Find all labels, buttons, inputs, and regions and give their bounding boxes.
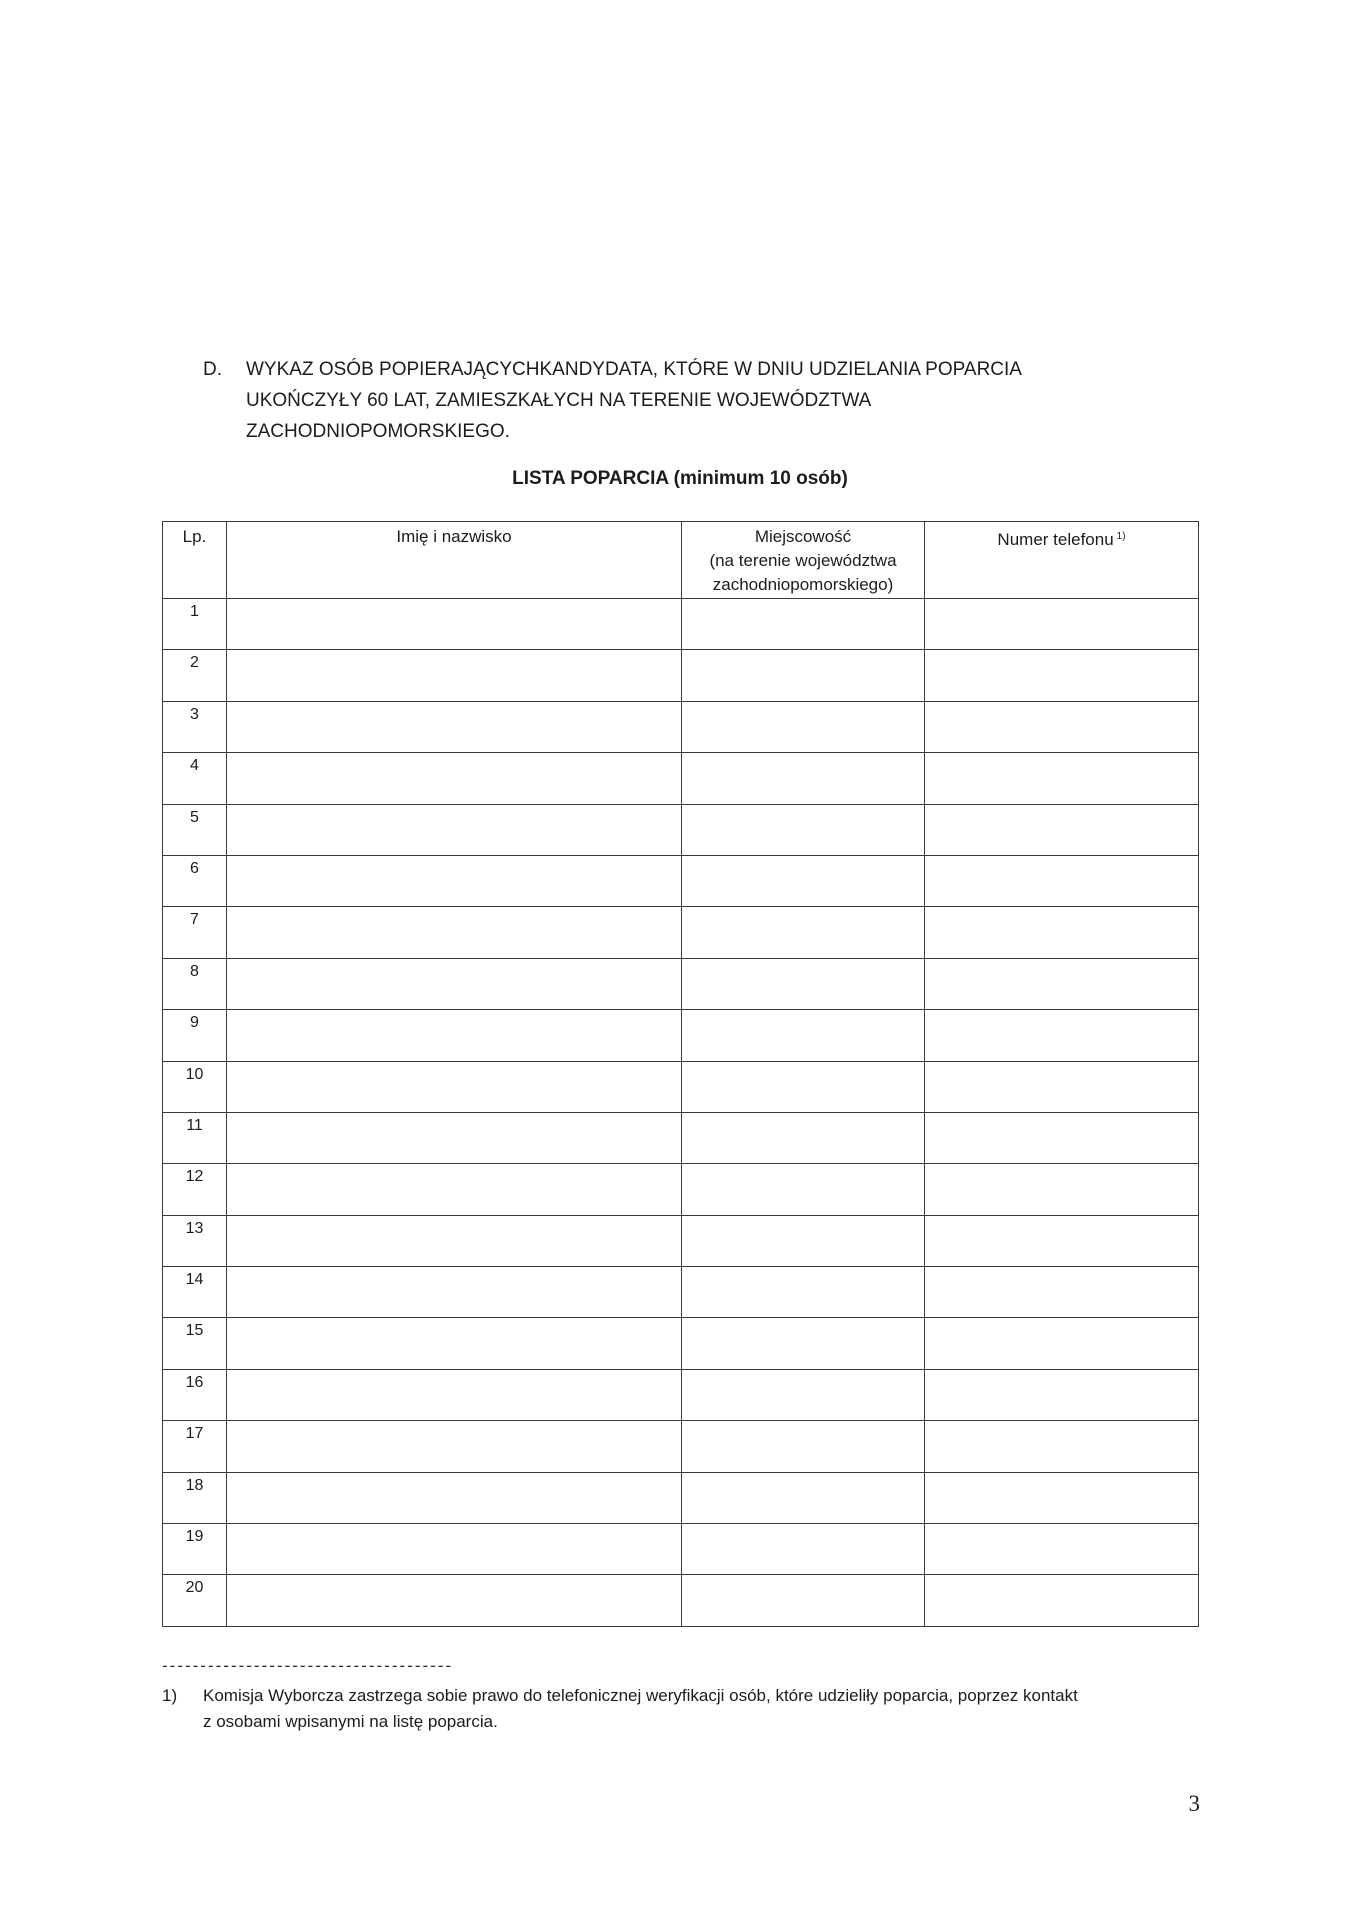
phone-cell — [925, 1575, 1199, 1626]
table-row — [163, 1575, 1199, 1626]
phone-cell — [925, 1112, 1199, 1163]
column-header-place — [682, 522, 925, 599]
support-list-table — [162, 521, 1199, 1627]
footnote-separator: -------------------------------------- — [162, 1656, 454, 1675]
row-number: 18 — [163, 1472, 227, 1523]
row-number: 16 — [163, 1369, 227, 1420]
table-row — [163, 804, 1199, 855]
table-row — [163, 1369, 1199, 1420]
name-cell — [227, 650, 682, 701]
section-text — [246, 354, 1022, 447]
table-row — [163, 599, 1199, 650]
table-row — [163, 1215, 1199, 1266]
footnote-text — [203, 1683, 1078, 1735]
row-number: 7 — [163, 907, 227, 958]
place-cell — [682, 1369, 925, 1420]
page-number: 3 — [1188, 1791, 1200, 1816]
place-cell — [682, 855, 925, 906]
name-cell — [227, 1061, 682, 1112]
phone-cell — [925, 1061, 1199, 1112]
table-header — [163, 522, 1199, 599]
place-cell — [682, 1164, 925, 1215]
place-cell — [682, 650, 925, 701]
row-number: 3 — [163, 701, 227, 752]
place-cell — [682, 1472, 925, 1523]
name-cell — [227, 1010, 682, 1061]
table-body — [163, 599, 1199, 1627]
table-row — [163, 907, 1199, 958]
row-number: 1 — [163, 599, 227, 650]
phone-cell — [925, 958, 1199, 1009]
table-row — [163, 1164, 1199, 1215]
phone-cell — [925, 1010, 1199, 1061]
footnote-marker: 1) — [162, 1686, 178, 1705]
column-sublabel: zachodniopomorskiego) — [712, 575, 894, 594]
phone-cell — [925, 907, 1199, 958]
place-cell — [682, 1524, 925, 1575]
name-cell — [227, 1215, 682, 1266]
table-row — [163, 1524, 1199, 1575]
column-label: Lp. — [182, 527, 207, 546]
place-cell — [682, 1421, 925, 1472]
place-cell — [682, 701, 925, 752]
name-cell — [227, 1575, 682, 1626]
phone-cell — [925, 1421, 1199, 1472]
phone-cell — [925, 599, 1199, 650]
name-cell — [227, 1164, 682, 1215]
name-cell — [227, 701, 682, 752]
place-cell — [682, 907, 925, 958]
row-number: 6 — [163, 855, 227, 906]
name-cell — [227, 1318, 682, 1369]
row-number: 17 — [163, 1421, 227, 1472]
place-cell — [682, 1318, 925, 1369]
name-cell — [227, 753, 682, 804]
name-cell — [227, 855, 682, 906]
list-title: LISTA POPARCIA (minimum 10 osób) — [512, 468, 848, 489]
row-number: 19 — [163, 1524, 227, 1575]
column-header-lp — [163, 522, 227, 599]
section-letter: D. — [203, 359, 222, 380]
name-cell — [227, 804, 682, 855]
place-cell — [682, 1061, 925, 1112]
phone-cell — [925, 650, 1199, 701]
phone-cell — [925, 804, 1199, 855]
place-cell — [682, 958, 925, 1009]
table-row — [163, 1112, 1199, 1163]
table-header-row — [163, 522, 1199, 599]
place-cell — [682, 1010, 925, 1061]
table-row — [163, 1421, 1199, 1472]
row-number: 13 — [163, 1215, 227, 1266]
table-row — [163, 1472, 1199, 1523]
table-row — [163, 753, 1199, 804]
table-row — [163, 958, 1199, 1009]
phone-cell — [925, 1267, 1199, 1318]
phone-cell — [925, 1472, 1199, 1523]
phone-cell — [925, 701, 1199, 752]
place-cell — [682, 804, 925, 855]
phone-cell — [925, 1215, 1199, 1266]
table-row — [163, 1010, 1199, 1061]
name-cell — [227, 599, 682, 650]
table-row — [163, 855, 1199, 906]
name-cell — [227, 907, 682, 958]
place-cell — [682, 599, 925, 650]
name-cell — [227, 1267, 682, 1318]
column-header-name — [227, 522, 682, 599]
table-row — [163, 1061, 1199, 1112]
footnote-reference: 1) — [1116, 531, 1126, 542]
name-cell — [227, 1369, 682, 1420]
place-cell — [682, 1267, 925, 1318]
table-row — [163, 1267, 1199, 1318]
row-number: 8 — [163, 958, 227, 1009]
name-cell — [227, 1524, 682, 1575]
row-number: 9 — [163, 1010, 227, 1061]
phone-cell — [925, 753, 1199, 804]
section-line: UKOŃCZYŁY 60 LAT, ZAMIESZKAŁYCH NA TERENIE WOJEWÓDZTWA — [246, 390, 872, 411]
phone-cell — [925, 1524, 1199, 1575]
place-cell — [682, 1575, 925, 1626]
footnote-line: Komisja Wyborcza zastrzega sobie prawo do telefonicznej weryfikacji osób, które udzieliły poparcia, poprzez kontakt — [203, 1686, 1078, 1705]
column-label: Miejscowość — [754, 527, 852, 546]
name-cell — [227, 1112, 682, 1163]
row-number: 2 — [163, 650, 227, 701]
row-number: 12 — [163, 1164, 227, 1215]
phone-cell — [925, 1318, 1199, 1369]
footnote-line: z osobami wpisanymi na listę poparcia. — [203, 1712, 498, 1731]
table-row — [163, 1318, 1199, 1369]
row-number: 5 — [163, 804, 227, 855]
section-line: ZACHODNIOPOMORSKIEGO. — [246, 421, 510, 442]
column-label: Imię i nazwisko — [396, 527, 512, 546]
section-line: WYKAZ OSÓB POPIERAJĄCYCHKANDYDATA, KTÓRE W DNIU UDZIELANIA POPARCIA — [246, 359, 1022, 380]
row-number: 14 — [163, 1267, 227, 1318]
table-row — [163, 650, 1199, 701]
row-number: 15 — [163, 1318, 227, 1369]
place-cell — [682, 1215, 925, 1266]
phone-cell — [925, 1164, 1199, 1215]
column-sublabel: (na terenie województwa — [709, 551, 897, 570]
column-header-phone — [925, 522, 1199, 599]
name-cell — [227, 1472, 682, 1523]
phone-cell — [925, 855, 1199, 906]
row-number: 4 — [163, 753, 227, 804]
table-row — [163, 701, 1199, 752]
column-label: Numer telefonu — [997, 530, 1114, 549]
place-cell — [682, 753, 925, 804]
row-number: 20 — [163, 1575, 227, 1626]
row-number: 10 — [163, 1061, 227, 1112]
name-cell — [227, 958, 682, 1009]
name-cell — [227, 1421, 682, 1472]
row-number: 11 — [163, 1112, 227, 1163]
place-cell — [682, 1112, 925, 1163]
phone-cell — [925, 1369, 1199, 1420]
